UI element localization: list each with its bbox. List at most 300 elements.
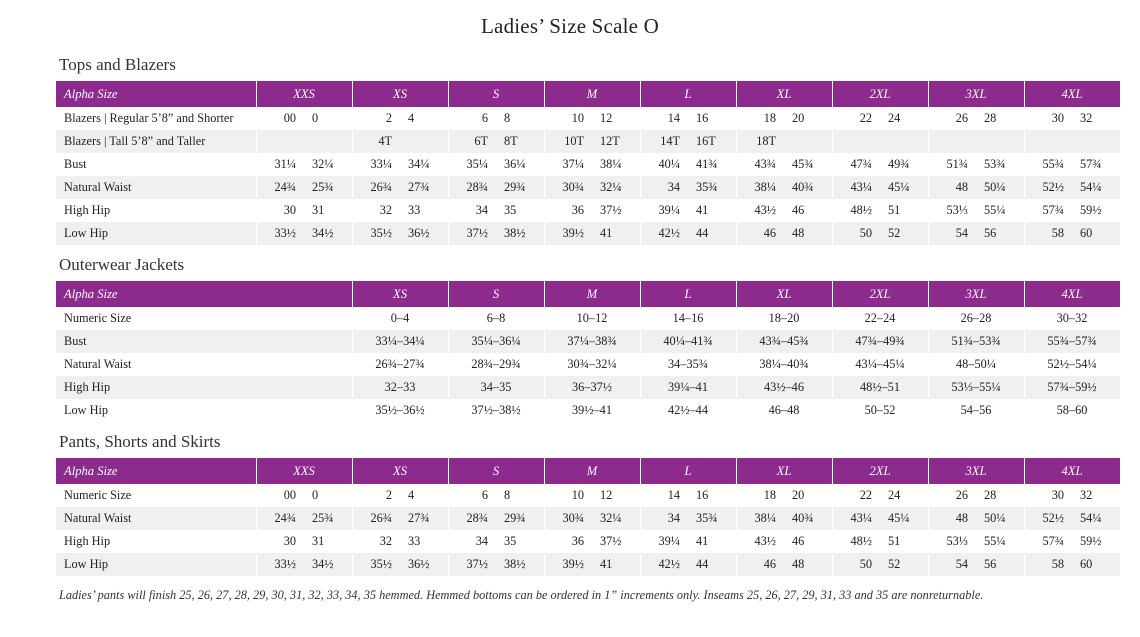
column-header: XXS (256, 458, 352, 484)
cell-value: 40¾ (792, 180, 814, 194)
cell-value: 30 (1051, 488, 1064, 502)
table-wrapper (56, 81, 1102, 245)
cell-value: 30¾ (562, 511, 584, 525)
cell-value: 42½ (658, 557, 680, 571)
cell: 35½–36½ (352, 399, 448, 422)
cell (736, 199, 832, 222)
cell-value: 0 (312, 111, 319, 125)
column-header: XL (736, 81, 832, 107)
cell-value: 6 (481, 488, 488, 502)
cell (1024, 553, 1120, 576)
cell-value: 18 (763, 488, 776, 502)
column-header: 4XL (1024, 81, 1120, 107)
cell-value: 33½ (274, 557, 296, 571)
cell-value: 55¾ (1042, 157, 1064, 171)
cell-value: 34 (667, 511, 680, 525)
cell (352, 484, 448, 507)
section-title: Pants, Shorts and Skirts (59, 432, 221, 451)
cell (448, 130, 544, 153)
cell-value: 35 (504, 203, 517, 217)
cell-value: 32 (379, 203, 392, 217)
cell-value: 34 (667, 180, 680, 194)
cell-value: 27¾ (408, 180, 430, 194)
cell-value: 41¾ (696, 157, 718, 171)
cell (832, 507, 928, 530)
cell: 47¾–49¾ (832, 330, 928, 353)
cell-value: 39½ (562, 557, 584, 571)
cell (736, 530, 832, 553)
cell-value: 35 (504, 534, 517, 548)
cell (352, 130, 448, 153)
cell-value: 18 (763, 111, 776, 125)
cell (544, 130, 640, 153)
cell-value: 37½ (600, 203, 622, 217)
table-row (56, 153, 1120, 176)
cell-value: 60 (1080, 557, 1093, 571)
table-row (56, 553, 1120, 576)
cell-value: 4 (408, 488, 415, 502)
cell: 50–52 (832, 399, 928, 422)
cell-value: 4 (408, 111, 415, 125)
cell (1024, 199, 1120, 222)
cell: 46–48 (736, 399, 832, 422)
cell-value: 30 (1051, 111, 1064, 125)
column-header: 3XL (928, 81, 1024, 107)
cell-value: 33 (408, 534, 421, 548)
cell-value: 39¼ (658, 534, 680, 548)
cell-value: 20 (792, 111, 805, 125)
cell-value: 57¾ (1080, 157, 1102, 171)
column-header: XS (352, 81, 448, 107)
section-outerwear-jackets (56, 251, 1097, 422)
cell (256, 530, 352, 553)
cell (256, 553, 352, 576)
footnote: Ladies’ pants will finish 25, 26, 27, 28, 29, 30, 31, 32, 33, 34, 35 hemmed. Hemmed bottoms can be ordered in 1” increments only. Inseams 25, 26, 27, 29, 31, 33 and 35 are nonreturnable. (59, 588, 984, 602)
cell-value: 53¾ (984, 157, 1006, 171)
cell (928, 176, 1024, 199)
cell-value: 37½ (466, 557, 488, 571)
cell-value: 16T (696, 134, 716, 148)
cell-value: 36 (571, 534, 584, 548)
section-title: Outerwear Jackets (59, 255, 185, 274)
table-row (56, 307, 1120, 330)
cell-value: 24¾ (274, 511, 296, 525)
column-header: Alpha Size (56, 458, 256, 484)
cell-value: 34 (475, 203, 488, 217)
cell: 37½–38½ (448, 399, 544, 422)
cell-value: 6 (481, 111, 488, 125)
cell-value: 43¾ (754, 157, 776, 171)
cell-value: 53⅓ (946, 534, 968, 548)
cell-value: 48½ (850, 203, 872, 217)
cell-value: 50 (859, 226, 872, 240)
cell: 36–37½ (544, 376, 640, 399)
cell: 0–4 (352, 307, 448, 330)
cell-value: 41 (696, 534, 709, 548)
cell (1024, 484, 1120, 507)
cell (832, 130, 928, 153)
cell-value: 27¾ (408, 511, 430, 525)
cell (544, 530, 640, 553)
cell (640, 107, 736, 130)
cell: 18–20 (736, 307, 832, 330)
cell-value: 35½ (370, 226, 392, 240)
cell-value: 32 (379, 534, 392, 548)
cell: 28¾–29¾ (448, 353, 544, 376)
cell (928, 553, 1024, 576)
table-row (56, 353, 1120, 376)
cell-value: 24 (888, 111, 901, 125)
cell-value: 2 (385, 111, 392, 125)
cell (448, 530, 544, 553)
table-wrapper (56, 281, 1097, 422)
cell-value: 39½ (562, 226, 584, 240)
cell-value: 10T (564, 134, 584, 148)
cell-value: 12T (600, 134, 620, 148)
column-header: 2XL (832, 458, 928, 484)
cell-value: 31¼ (274, 157, 296, 171)
row-label: Numeric Size (56, 307, 352, 330)
cell (256, 107, 352, 130)
cell-value: 36½ (408, 226, 430, 240)
cell: 38¼–40¾ (736, 353, 832, 376)
cell (448, 153, 544, 176)
cell-value: 30 (283, 203, 296, 217)
cell (928, 153, 1024, 176)
cell-value: 53⅓ (946, 203, 968, 217)
cell-value: 50¼ (984, 511, 1006, 525)
column-header: S (448, 458, 544, 484)
cell-value: 50 (859, 557, 872, 571)
row-label: Bust (56, 330, 352, 353)
cell-value: 16 (696, 488, 709, 502)
cell-value: 30¾ (562, 180, 584, 194)
cell-value: 12 (600, 111, 613, 125)
cell (640, 507, 736, 530)
cell-value: 57¾ (1042, 534, 1064, 548)
cell-value: 40¾ (792, 511, 814, 525)
column-header: XL (736, 458, 832, 484)
cell (832, 176, 928, 199)
cell-value: 31 (312, 203, 325, 217)
row-label: Numeric Size (56, 484, 256, 507)
cell-value: 24 (888, 488, 901, 502)
table-row (56, 530, 1120, 553)
cell: 35¼–36¼ (448, 330, 544, 353)
cell-value: 00 (283, 488, 296, 502)
cell-value: 43½ (754, 534, 776, 548)
cell-value: 41 (696, 203, 709, 217)
cell-value: 35½ (370, 557, 392, 571)
cell (640, 222, 736, 245)
cell (928, 199, 1024, 222)
table-row (56, 507, 1120, 530)
column-header: 4XL (1024, 458, 1120, 484)
cell: 26¾–27¾ (352, 353, 448, 376)
cell (256, 507, 352, 530)
cell (1024, 507, 1120, 530)
table-row (56, 222, 1120, 245)
row-label: Blazers | Tall 5’8” and Taller (56, 130, 256, 153)
cell-value: 26¾ (370, 180, 392, 194)
cell (832, 553, 928, 576)
cell-value: 8 (504, 111, 511, 125)
row-label: Bust (56, 153, 256, 176)
cell-value: 18T (756, 134, 776, 148)
cell-value: 6T (474, 134, 488, 148)
cell (256, 153, 352, 176)
cell (544, 199, 640, 222)
row-label: Low Hip (56, 399, 352, 422)
cell-value: 44 (696, 557, 709, 571)
cell-value: 10 (571, 488, 584, 502)
cell-value: 51 (888, 534, 901, 548)
cell-value: 38½ (504, 226, 526, 240)
table-row (56, 330, 1120, 353)
cell-value: 31 (312, 534, 325, 548)
cell (352, 222, 448, 245)
cell (352, 153, 448, 176)
column-header: 3XL (928, 281, 1024, 307)
cell (928, 507, 1024, 530)
cell (1024, 222, 1120, 245)
cell (544, 222, 640, 245)
cell-value: 44 (696, 226, 709, 240)
cell: 22–24 (832, 307, 928, 330)
column-header: L (640, 458, 736, 484)
cell: 57¾–59½ (1024, 376, 1120, 399)
column-header: M (544, 281, 640, 307)
cell (640, 176, 736, 199)
cell-value: 35¼ (466, 157, 488, 171)
cell-value: 40¼ (658, 157, 680, 171)
cell (448, 199, 544, 222)
cell-value: 32¼ (600, 180, 622, 194)
cell: 55¾–57¾ (1024, 330, 1120, 353)
cell (352, 553, 448, 576)
cell-value: 28¾ (466, 511, 488, 525)
cell (736, 153, 832, 176)
cell-value: 55¼ (984, 203, 1006, 217)
cell (736, 176, 832, 199)
cell: 58–60 (1024, 399, 1120, 422)
cell (448, 507, 544, 530)
cell-value: 14 (667, 111, 680, 125)
cell: 52½–54¼ (1024, 353, 1120, 376)
cell-value: 43¼ (850, 511, 872, 525)
cell-value: 59½ (1080, 203, 1102, 217)
cell-value: 48 (792, 557, 805, 571)
cell-value: 36¼ (504, 157, 526, 171)
table-row (56, 107, 1120, 130)
cell-value: 33 (408, 203, 421, 217)
cell-value: 38¼ (600, 157, 622, 171)
cell: 33¼–34¼ (352, 330, 448, 353)
cell (640, 553, 736, 576)
cell (1024, 130, 1120, 153)
cell-value: 35¾ (696, 511, 718, 525)
cell-value: 38¼ (754, 180, 776, 194)
column-header: XL (736, 281, 832, 307)
cell (256, 222, 352, 245)
cell-value: 56 (984, 557, 997, 571)
cell (832, 153, 928, 176)
cell-value: 46 (763, 557, 776, 571)
cell-value: 35¾ (696, 180, 718, 194)
cell (352, 199, 448, 222)
cell-value: 43¼ (850, 180, 872, 194)
cell (832, 484, 928, 507)
cell-value: 25¾ (312, 180, 334, 194)
cell (928, 107, 1024, 130)
column-header: S (448, 81, 544, 107)
cell-value: 00 (283, 111, 296, 125)
cell: 39½–41 (544, 399, 640, 422)
column-header: Alpha Size (56, 281, 352, 307)
cell-value: 46 (792, 534, 805, 548)
cell (544, 507, 640, 530)
row-label: Natural Waist (56, 507, 256, 530)
table-row (56, 130, 1120, 153)
column-header: Alpha Size (56, 81, 256, 107)
cell: 42½–44 (640, 399, 736, 422)
cell (640, 130, 736, 153)
cell-value: 10 (571, 111, 584, 125)
cell-value: 46 (763, 226, 776, 240)
table-header-row (56, 81, 1120, 107)
cell (736, 507, 832, 530)
cell: 37¼–38¾ (544, 330, 640, 353)
cell-value: 58 (1051, 226, 1064, 240)
cell-value: 48 (955, 180, 968, 194)
cell (352, 107, 448, 130)
cell (448, 176, 544, 199)
cell: 6–8 (448, 307, 544, 330)
pants-shorts-skirts-table (56, 458, 1121, 576)
cell-value (400, 134, 446, 149)
cell-value: 29¾ (504, 180, 526, 194)
cell-value: 55¼ (984, 534, 1006, 548)
table-row (56, 376, 1120, 399)
cell-value: 36 (571, 203, 584, 217)
cell-value: 48½ (850, 534, 872, 548)
cell-value: 32¼ (312, 157, 334, 171)
table-row (56, 199, 1120, 222)
cell-value: 41 (600, 226, 613, 240)
cell-value: 37½ (600, 534, 622, 548)
cell (352, 530, 448, 553)
cell (1024, 176, 1120, 199)
cell-value: 58 (1051, 557, 1064, 571)
cell-value: 37½ (466, 226, 488, 240)
column-header: 4XL (1024, 281, 1120, 307)
cell: 30¾–32¼ (544, 353, 640, 376)
cell-value: 34½ (312, 557, 334, 571)
cell (736, 484, 832, 507)
cell-value: 14 (667, 488, 680, 502)
row-label: Natural Waist (56, 353, 352, 376)
cell-value: 26¾ (370, 511, 392, 525)
cell-value: 30 (283, 534, 296, 548)
cell: 34–35 (448, 376, 544, 399)
cell: 26–28 (928, 307, 1024, 330)
column-header: L (640, 81, 736, 107)
cell (832, 199, 928, 222)
cell (256, 176, 352, 199)
cell: 40¼–41¾ (640, 330, 736, 353)
cell (448, 107, 544, 130)
cell-value: 26 (955, 488, 968, 502)
row-label: Natural Waist (56, 176, 256, 199)
cell (448, 484, 544, 507)
cell-value: 38½ (504, 557, 526, 571)
cell-value: 45¼ (888, 180, 910, 194)
cell (256, 199, 352, 222)
table-header-row (56, 281, 1120, 307)
cell-value: 54 (955, 557, 968, 571)
cell-value: 54 (955, 226, 968, 240)
cell-value: 2 (385, 488, 392, 502)
cell (256, 130, 352, 153)
cell (640, 199, 736, 222)
column-header: 3XL (928, 458, 1024, 484)
cell (448, 222, 544, 245)
cell (1024, 530, 1120, 553)
cell-value: 34½ (312, 226, 334, 240)
cell (640, 530, 736, 553)
column-header: XS (352, 281, 448, 307)
cell: 53⅓–55¼ (928, 376, 1024, 399)
cell-value: 16 (696, 111, 709, 125)
column-header: 2XL (832, 81, 928, 107)
cell-value: 36½ (408, 557, 430, 571)
cell-value: 32 (1080, 488, 1093, 502)
cell-value: 34 (475, 534, 488, 548)
cell-value: 46 (792, 203, 805, 217)
cell-value: 8 (504, 488, 511, 502)
column-header: XS (352, 458, 448, 484)
cell-value: 45¾ (792, 157, 814, 171)
cell-value: 51 (888, 203, 901, 217)
row-label: High Hip (56, 530, 256, 553)
cell: 48½–51 (832, 376, 928, 399)
section-pants-shorts-and-skirts (56, 428, 1102, 576)
cell-value: 4T (378, 134, 392, 148)
cell (256, 484, 352, 507)
cell: 48–50¼ (928, 353, 1024, 376)
section-title: Tops and Blazers (59, 55, 176, 74)
page-title: Ladies’ Size Scale O (481, 14, 659, 38)
outerwear-jackets-table (56, 281, 1121, 422)
cell (832, 222, 928, 245)
cell (544, 484, 640, 507)
cell-value: 28¾ (466, 180, 488, 194)
cell (544, 553, 640, 576)
cell-value: 54¼ (1080, 511, 1102, 525)
cell-value: 33¼ (370, 157, 392, 171)
cell: 39¼–41 (640, 376, 736, 399)
cell (544, 176, 640, 199)
cell-value: 52 (888, 226, 901, 240)
cell (640, 484, 736, 507)
row-label: Low Hip (56, 222, 256, 245)
cell-value: 26 (955, 111, 968, 125)
cell-value: 38¼ (754, 511, 776, 525)
cell-value: 49¾ (888, 157, 910, 171)
column-header: XXS (256, 81, 352, 107)
cell-value: 22 (859, 488, 872, 502)
cell-value: 45¼ (888, 511, 910, 525)
